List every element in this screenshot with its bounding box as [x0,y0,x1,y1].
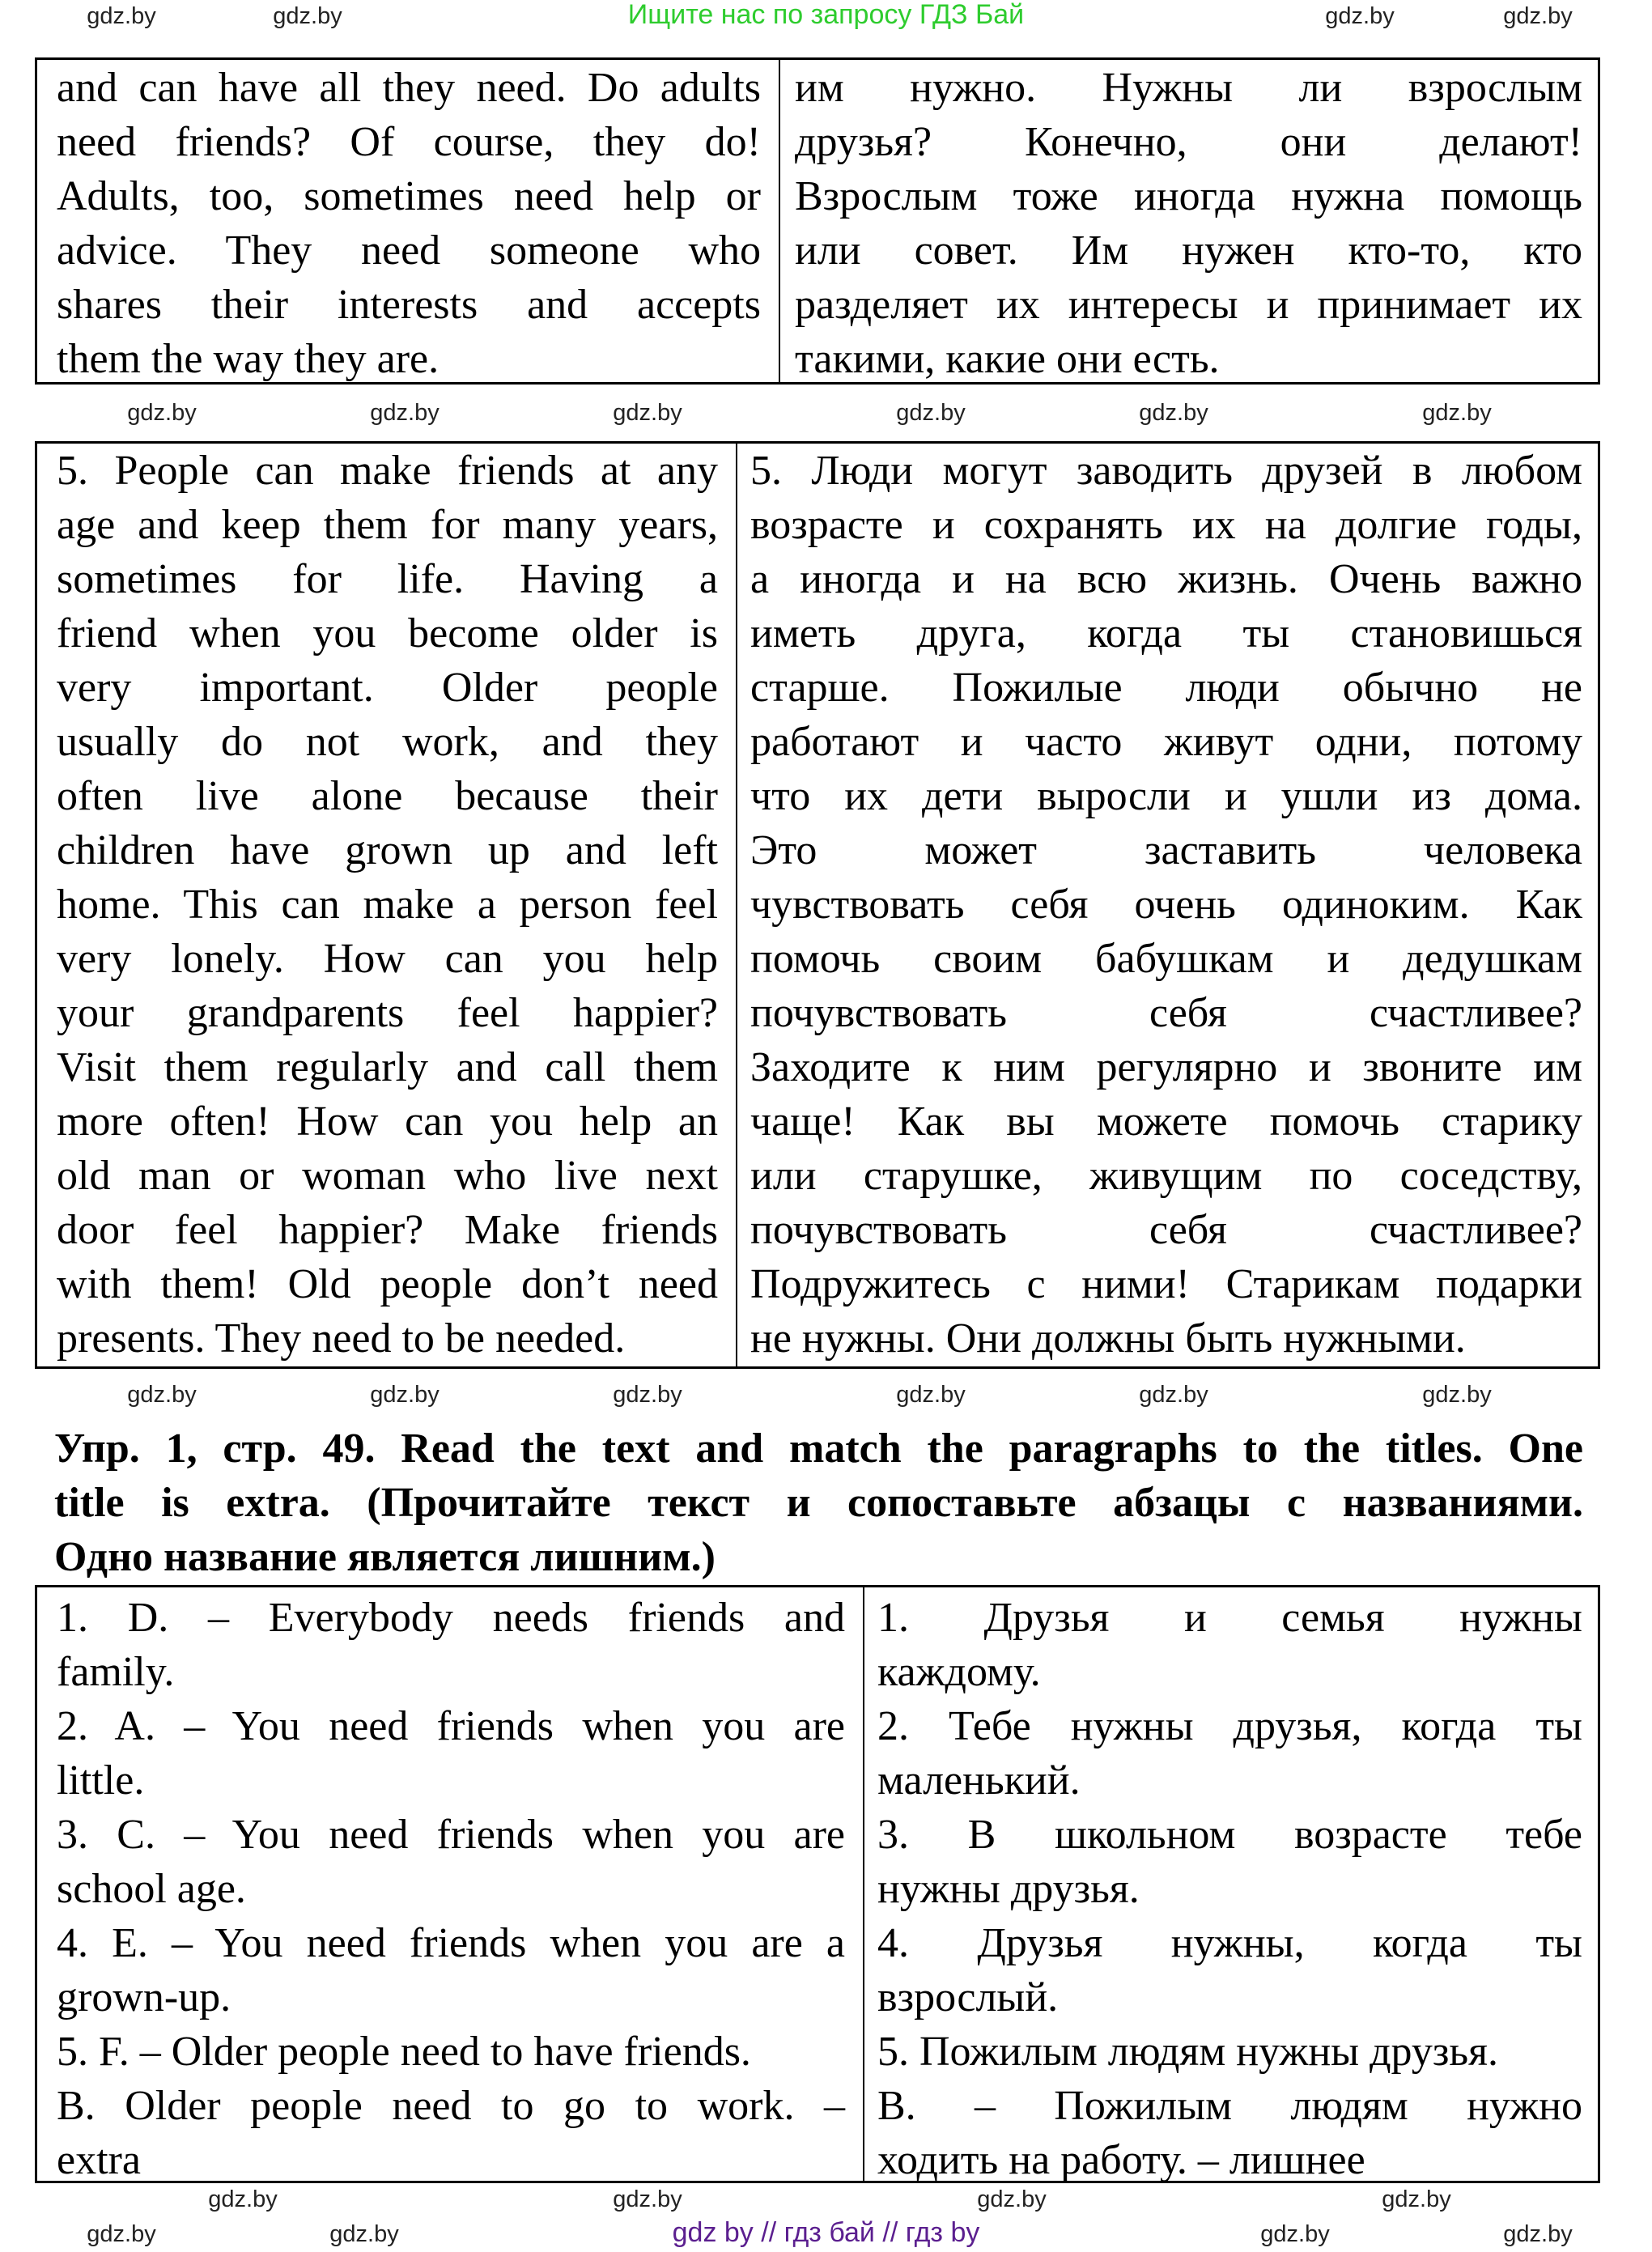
text-line: работают и часто живут одни, потому [750,719,1582,765]
text-line: Adults, too, sometimes need help or [57,173,761,219]
watermark: gdz.by [273,3,342,29]
text-line: 1. Друзья и семья нужны [877,1595,1582,1641]
text-line: чаще! Как вы можете помочь старику [750,1098,1582,1145]
text-line: age and keep them for many years, [57,502,718,548]
text-line: old man or woman who live next [57,1153,718,1199]
heading-line: Упр. 1, стр. 49. Read the text and match the paragraphs to the titles. One [54,1426,1583,1472]
text-line: возрасте и сохранять их на долгие годы, [750,502,1582,548]
text-line: 1. D. – Everybody needs friends and [57,1595,845,1641]
text-line: need friends? Of course, they do! [57,119,761,165]
text-line: 2. Тебе нужны друзья, когда ты [877,1703,1582,1749]
text-line: почувствовать себя счастливее? [750,1207,1582,1253]
text-line: advice. They need someone who [57,227,761,274]
text-line: and can have all they need. Do adults [57,65,761,111]
watermark: gdz.by [1503,2221,1573,2247]
text-line: 5. Люди могут заводить друзей в любом [750,448,1582,494]
text-line: такими, какие они есть. [795,336,1220,382]
text-line: Заходите к ним регулярно и звоните им [750,1044,1582,1090]
text-line: friend when you become older is [57,610,718,656]
watermark: gdz.by [1422,400,1492,426]
text-line: shares their interests and accepts [57,282,761,328]
text-line: door feel happier? Make friends [57,1207,718,1253]
text-line: extra [57,2137,141,2183]
text-line: нужны друзья. [877,1866,1140,1912]
text-line: Взрослым тоже иногда нужна помощь [795,173,1582,219]
watermark: gdz.by [1139,400,1208,426]
russian-answers-cell [860,1587,1598,2181]
text-line: with them! Old people don’t need [57,1261,718,1307]
text-line: не нужны. Они должны быть нужными. [750,1315,1466,1362]
text-line: помочь своим бабушкам и дедушкам [750,936,1582,982]
text-line: маленький. [877,1757,1081,1804]
heading-line: title is extra. (Прочитайте текст и сопоставьте абзацы с названиями. [54,1480,1583,1526]
text-line: или совет. Им нужен кто-то, кто [795,227,1582,274]
text-line: your grandparents feel happier? [57,990,718,1036]
text-line: grown-up. [57,1974,231,2020]
translation-table-1 [35,57,1600,385]
text-line: Visit them regularly and call them [57,1044,718,1090]
text-line: 5. People can make friends at any [57,448,718,494]
watermark: gdz.by [370,1382,440,1408]
russian-cell [733,444,1598,1366]
heading-line: Одно название является лишним.) [54,1534,716,1580]
watermark: gdz.by [977,2186,1047,2212]
watermark: gdz.by [329,2221,399,2247]
text-line: 4. Друзья нужны, когда ты [877,1920,1582,1966]
watermark: gdz.by [896,400,966,426]
english-answers-cell [37,1587,864,2181]
text-line: presents. They need to be needed. [57,1315,626,1362]
text-line: sometimes for life. Having a [57,556,718,602]
answers-table [35,1585,1600,2183]
text-line: старше. Пожилые люди обычно не [750,665,1582,711]
text-line: 2. A. – You need friends when you are [57,1703,845,1749]
watermark: gdz.by [127,1382,197,1408]
text-line: 3. В школьном возрасте тебе [877,1812,1582,1858]
text-line: usually do not work, and they [57,719,718,765]
watermark: gdz.by [87,2221,156,2247]
exercise-heading [54,1421,1583,1584]
watermark: gdz.by [370,400,440,426]
text-line: family. [57,1649,175,1695]
text-line: им нужно. Нужны ли взрослым [795,65,1582,111]
text-line: more often! How can you help an [57,1098,718,1145]
watermark: gdz.by [1260,2221,1330,2247]
translation-table-2 [35,441,1600,1369]
watermark: gdz.by [896,1382,966,1408]
watermark: gdz.by [1422,1382,1492,1408]
text-line: 3. C. – You need friends when you are [57,1812,845,1858]
text-line: почувствовать себя счастливее? [750,990,1582,1036]
text-line: иметь друга, когда ты становишься [750,610,1582,656]
text-line: что их дети выросли и ушли из дома. [750,773,1582,819]
text-line: B. Older people need to go to work. – [57,2083,845,2129]
text-line: 4. E. – You need friends when you are a [57,1920,845,1966]
english-cell [37,60,780,382]
text-line: каждому. [877,1649,1041,1695]
text-line: чувствовать себя очень одиноким. Как [750,882,1582,928]
text-line: B. – Пожилым людям нужно [877,2083,1582,2129]
text-line: а иногда и на всю жизнь. Очень важно [750,556,1582,602]
text-line: взрослый. [877,1974,1059,2020]
text-line: Это может заставить человека [750,827,1582,873]
watermark: gdz.by [127,400,197,426]
text-line: very important. Older people [57,665,718,711]
watermark: gdz.by [613,400,682,426]
footer-links: gdz by // гдз бай // гдз by [672,2217,980,2248]
search-banner: Ищите нас по запросу ГДЗ Бай [627,0,1025,30]
text-line: little. [57,1757,145,1804]
text-line: often live alone because their [57,773,718,819]
watermark: gdz.by [613,1382,682,1408]
text-line: ходить на работу. – лишнее [877,2137,1365,2183]
text-line: или старушке, живущим по соседству, [750,1153,1582,1199]
text-line: разделяет их интересы и принимает их [795,282,1582,328]
watermark: gdz.by [1139,1382,1208,1408]
watermark: gdz.by [87,3,156,29]
watermark: gdz.by [208,2186,278,2212]
text-line: Подружитесь с ними! Старикам подарки [750,1261,1582,1307]
text-line: school age. [57,1866,246,1912]
watermark: gdz.by [1503,3,1573,29]
russian-cell [775,60,1598,382]
text-line: 5. Пожилым людям нужны друзья. [877,2029,1499,2075]
text-line: home. This can make a person feel [57,882,718,928]
text-line: very lonely. How can you help [57,936,718,982]
text-line: друзья? Конечно, они делают! [795,119,1582,165]
english-cell [37,444,737,1366]
watermark: gdz.by [1325,3,1395,29]
watermark: gdz.by [1382,2186,1451,2212]
text-line: children have grown up and left [57,827,718,873]
text-line: 5. F. – Older people need to have friends. [57,2029,751,2075]
watermark: gdz.by [613,2186,682,2212]
text-line: them the way they are. [57,336,440,382]
